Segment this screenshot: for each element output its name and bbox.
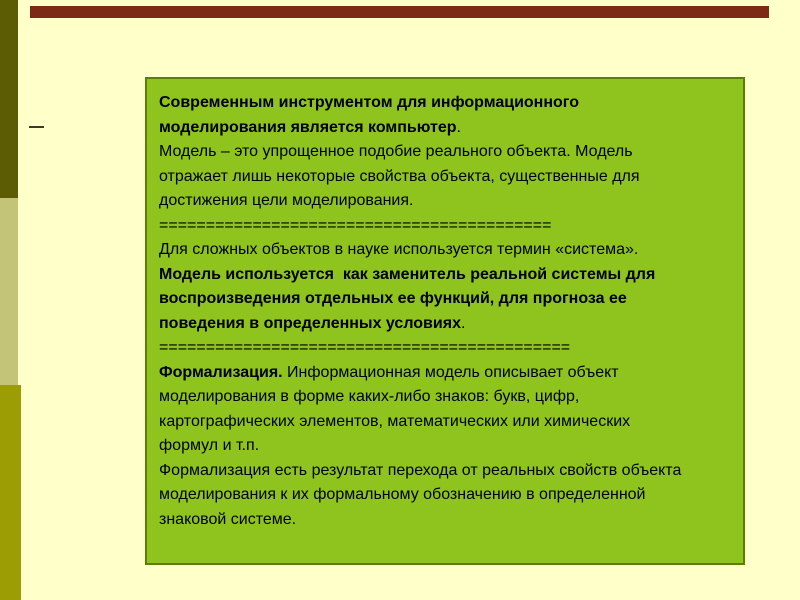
top-accent-bar [30,6,769,18]
content-text [159,91,739,532]
sidebar-stripe-middle [0,198,18,385]
text-line: формул и т.п. [159,437,260,454]
text-line: знаковой системе. [159,510,297,528]
sidebar-stripes [0,0,21,600]
sidebar-stripe-top [0,0,18,198]
text-line: картографических элементов, математических или химических [159,412,631,430]
text-line: Формализация. Информационная модель описывает объект [159,363,619,381]
text-line: моделирования в форме каких-либо знаков: букв, цифр, [159,388,580,405]
sidebar-stripe-bottom [0,385,21,600]
text-line: Современным инструментом для информационного [159,94,580,111]
text-line: Для сложных объектов в науке используется термин «система». [159,241,639,258]
text-line: Модель используется как заменитель реальной системы для [159,265,656,283]
text-line: достижения цели моделирования. [159,192,414,209]
text-line: отражает лишь некоторые свойства объекта, существенные для [159,167,640,185]
text-line: ========================================== [159,216,552,234]
text-line: Модель – это упрощенное подобие реального объекта. Модель [159,143,633,160]
text-line: моделирования к их формальному обозначению в определенной [159,486,646,503]
text-line: ============================================ [159,339,571,356]
tick-dash [29,126,44,128]
text-line: поведения в определенных условиях. [159,314,466,332]
text-line: Формализация есть результат перехода от реальных свойств объекта [159,461,682,479]
text-line: моделирования является компьютер. [159,118,461,136]
text-line: воспроизведения отдельных ее функций, для прогноза ее [159,290,627,307]
content-box [145,77,745,565]
